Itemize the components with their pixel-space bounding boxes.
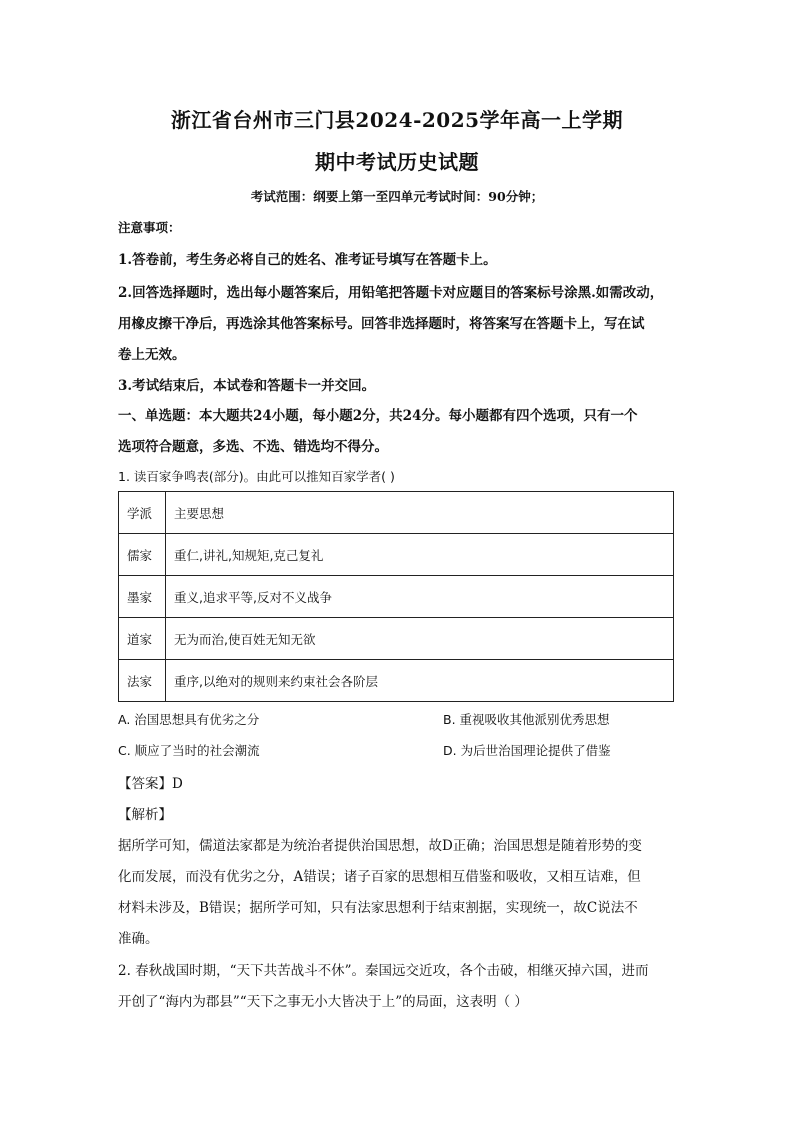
hundred-schools-table bbox=[118, 491, 674, 702]
table-cell: 主要思想 bbox=[166, 492, 674, 534]
analysis-line-4: 准确。 bbox=[118, 931, 159, 947]
notice-item-3: 3.考试结束后，本试卷和答题卡一并交回。 bbox=[118, 378, 376, 394]
exam-title-line1: 浙江省台州市三门县2024-2025学年高一上学期 bbox=[170, 108, 624, 132]
notice-item-2-line1: 2.回答选择题时，选出每小题答案后，用铅笔把答题卡对应题目的答案标号涂黑.如需改动， bbox=[118, 285, 664, 301]
question-2-line2: 开创了“海内为郡县”“天下之事无小大皆决于上”的局面，这表明（ ） bbox=[118, 994, 528, 1010]
table-cell: 重仁,讲礼,知规矩,克己复礼 bbox=[166, 534, 674, 576]
table-cell: 学派 bbox=[119, 492, 166, 534]
table-cell: 无为而治,使百姓无知无欲 bbox=[166, 618, 674, 660]
table-cell: 墨家 bbox=[119, 576, 166, 618]
table-cell: 道家 bbox=[119, 618, 166, 660]
exam-title-line2: 期中考试历史试题 bbox=[315, 150, 479, 174]
option-d: D. 为后世治国理论提供了借鉴 bbox=[443, 743, 611, 758]
notice-heading: 注意事项： bbox=[118, 220, 181, 235]
notice-item-1: 1.答卷前，考生务必将自己的姓名、准考证号填写在答题卡上。 bbox=[118, 252, 497, 268]
table-row bbox=[119, 618, 674, 660]
table-row bbox=[119, 492, 674, 534]
option-c: C. 顺应了当时的社会潮流 bbox=[118, 743, 260, 758]
table-cell: 儒家 bbox=[119, 534, 166, 576]
table-cell: 法家 bbox=[119, 660, 166, 702]
question-1-stem: 1. 读百家争鸣表(部分)。由此可以推知百家学者( ) bbox=[118, 469, 395, 484]
table-cell: 重序,以绝对的规则来约束社会各阶层 bbox=[166, 660, 674, 702]
analysis-line-2: 化而发展，而没有优劣之分，A错误；诸子百家的思想相互借鉴和吸收，又相互诘难，但 bbox=[118, 869, 641, 885]
exam-range: 考试范围：纲要上第一至四单元考试时间：90分钟； bbox=[250, 189, 544, 204]
analysis-line-3: 材料未涉及，B错误；据所学可知，只有法家思想利于结束割据，实现统一，故C说法不 bbox=[118, 900, 638, 916]
table-row bbox=[119, 534, 674, 576]
analysis-label: 【解析】 bbox=[118, 807, 172, 823]
option-a: A. 治国思想具有优劣之分 bbox=[118, 712, 260, 727]
answer-label: 【答案】D bbox=[118, 776, 183, 792]
section-1-line2: 选项符合题意，多选、不选、错选均不得分。 bbox=[118, 439, 388, 455]
table-cell: 重义,追求平等,反对不义战争 bbox=[166, 576, 674, 618]
question-2-line1: 2. 春秋战国时期，“天下共苦战斗不休”。秦国远交近攻，各个击破，相继灭掉六国，进而 bbox=[118, 963, 649, 979]
option-b: B. 重视吸收其他派别优秀思想 bbox=[443, 712, 610, 727]
table-row bbox=[119, 576, 674, 618]
analysis-line-1: 据所学可知，儒道法家都是为统治者提供治国思想，故D正确；治国思想是随着形势的变 bbox=[118, 838, 642, 854]
table-row bbox=[119, 660, 674, 702]
notice-item-2-line2: 用橡皮擦干净后，再选涂其他答案标号。回答非选择题时，将答案写在答题卡上，写在试 bbox=[118, 316, 645, 332]
section-1-line1: 一、单选题：本大题共24小题，每小题2分，共24分。每小题都有四个选项，只有一个 bbox=[118, 408, 638, 424]
notice-item-2-line3: 卷上无效。 bbox=[118, 347, 186, 363]
